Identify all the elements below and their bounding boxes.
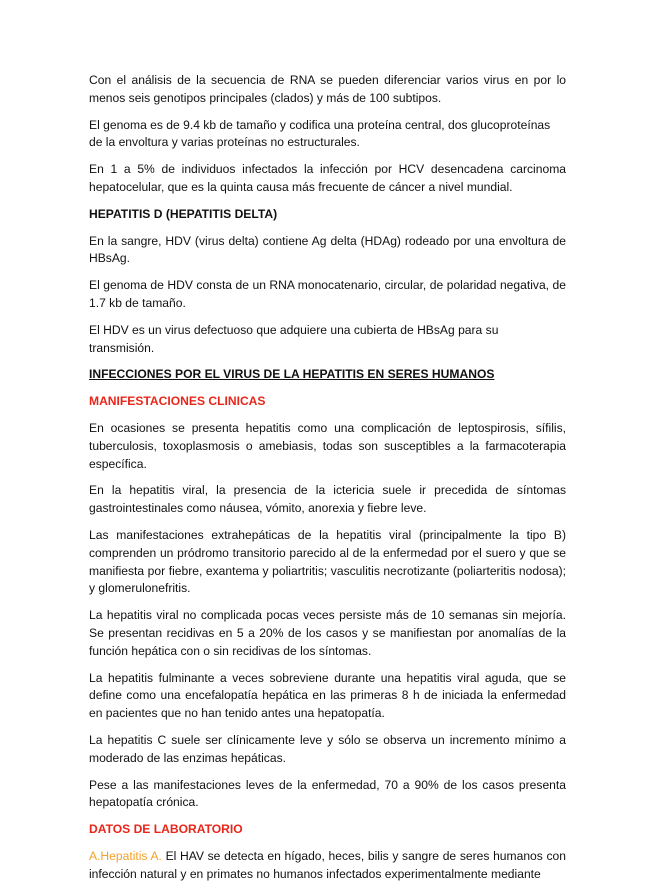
hepatitis-a-label: A.Hepatitis A. xyxy=(89,848,162,863)
paragraph-complications: En ocasiones se presenta hepatitis como una complicación de leptospirosis, sífilis, tuberculosis, toxoplasmosis o amebiasis, todas son susceptibles a la farmacoterapia específica. xyxy=(89,420,566,471)
paragraph-hdv-defective: El HDV es un virus defectuoso que adquiere una cubierta de HBsAg para su transmisión. xyxy=(89,322,499,355)
paragraph-extrahepatic: Las manifestaciones extrahepáticas de la hepatitis viral (principalmente la tipo B) comprenden un pródromo transitorio parecido al de la enfermedad por el suero y que se manifiesta por fiebre, exantema y poliartritis; vasculitis necrotizante (poliarteritis nodosa); y glomerulonefritis. xyxy=(89,527,566,596)
paragraph-hdv-blood: En la sangre, HDV (virus delta) contiene Ag delta (HDAg) rodeado por una envoltura de HBsAg. xyxy=(89,233,566,266)
hav-detection-text: El HAV se detecta en hígado, heces, bilis y sangre de seres humanos con infección natural y en primates no humanos infectados experimentalmente mediante xyxy=(89,848,566,881)
paragraph-fulminant: La hepatitis fulminante a veces sobreviene durante una hepatitis viral aguda, que se define como una encefalopatía hepática en las primeras 8 h de iniciada la enfermedad en pacientes que no han tenido antes una hepatopatía. xyxy=(89,670,566,721)
heading-human-infections: INFECCIONES POR EL VIRUS DE LA HEPATITIS EN SERES HUMANOS xyxy=(89,367,495,382)
heading-clinical-manifestations: MANIFESTACIONES CLINICAS xyxy=(89,394,266,409)
paragraph-icterus: En la hepatitis viral, la presencia de la ictericia suele ir precedida de síntomas gastrointestinales como náusea, vómito, anorexia y fiebre leve. xyxy=(89,483,566,516)
paragraph-hepatitis-c: La hepatitis C suele ser clínicamente leve y sólo se observa un incremento mínimo a moderado de las enzimas hepáticas. xyxy=(89,732,566,765)
heading-hepatitis-d: HEPATITIS D (HEPATITIS DELTA) xyxy=(89,206,278,221)
paragraph-hcv-carcinoma: En 1 a 5% de individuos infectados la infección por HCV desencadena carcinoma hepatocelular, que es la quinta causa más frecuente de cáncer a nivel mundial. xyxy=(89,162,566,194)
paragraph-genome-size: El genoma es de 9.4 kb de tamaño y codifica una proteína central, dos glucoproteínas de la envoltura y varias proteínas no estructurales. xyxy=(89,117,551,150)
paragraph-chronic: Pese a las manifestaciones leves de la enfermedad, 70 a 90% de los casos presenta hepatopatía crónica. xyxy=(89,777,566,810)
paragraph-hdv-genome: El genoma de HDV consta de un RNA monocatenario, circular, de polaridad negativa, de 1.7 kb de tamaño. xyxy=(89,278,566,310)
paragraph-hav-detection xyxy=(89,848,566,883)
paragraph-uncomplicated: La hepatitis viral no complicada pocas veces persiste más de 10 semanas sin mejoría. Se presentan recidivas en 5 a 20% de los casos y se manifiestan por anomalías de la función hepática con o sin recidivas de los síntomas. xyxy=(89,608,566,658)
heading-lab-data: DATOS DE LABORATORIO xyxy=(89,822,243,837)
paragraph-rna-genotypes: Con el análisis de la secuencia de RNA se pueden diferenciar varios virus en por lo menos seis genotipos principales (clados) y más de 100 subtipos. xyxy=(89,73,566,105)
